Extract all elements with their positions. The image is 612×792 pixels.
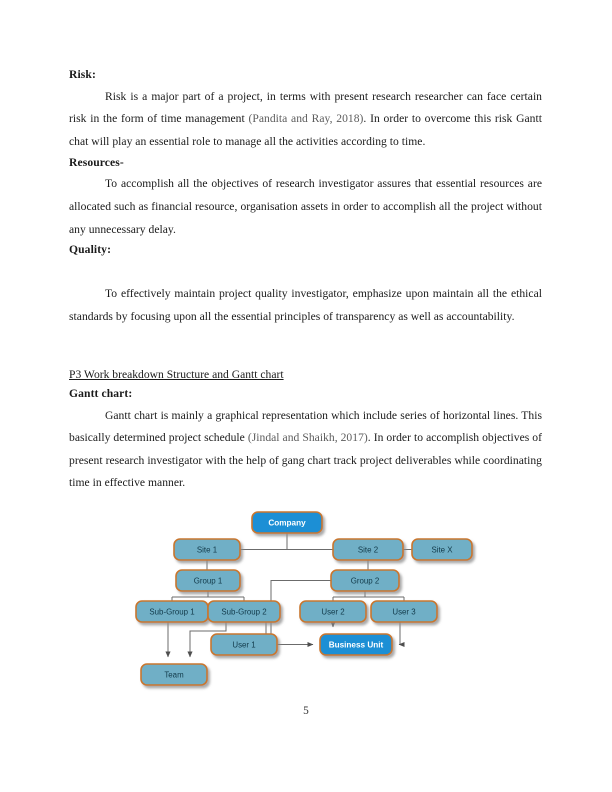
node-label: Business Unit [328,640,384,650]
node-label: Group 2 [350,576,380,586]
diagram-node-group2[interactable] [331,570,399,591]
connector [399,622,400,645]
paragraph-quality: To effectively maintain project quality investigator, emphasize upon maintain all the ethical standards by focusing upon all the essential principles of transparency as well as accountability. [69,286,542,323]
heading-gantt-chart: Gantt chart: [69,386,133,400]
node-label: Sub-Group 1 [149,607,195,617]
heading-resources: Resources- [69,155,124,169]
node-label: User 1 [232,640,256,650]
diagram-node-company[interactable] [252,512,322,533]
spacer-before-p3-2 [69,350,542,365]
node-label: Site X [431,545,453,555]
node-label: Site 2 [357,545,379,555]
diagram-node-sitex[interactable] [412,539,472,560]
heading-quality: Quality: [69,243,112,257]
paragraph-gantt-text-1: Gantt chart is mainly a graphical representation which include series of horizontal lines. This basically determined project schedule [69,408,542,445]
node-label: Site 1 [196,545,218,555]
heading-risk: Risk: [69,68,96,81]
section-title-wrapper [69,365,542,385]
heading-p3-work-breakdown: P3 Work breakdown Structure and Gantt chart [69,368,284,382]
diagram-node-site1[interactable] [174,539,240,560]
org-chart-svg [130,502,490,698]
diagram-node-user1[interactable] [211,634,277,655]
spacer-after-quality-heading [69,261,542,283]
diagram-node-subgroup1[interactable] [136,601,208,622]
diagram-node-user2[interactable] [300,601,366,622]
page-number: 5 [303,705,309,717]
paragraph-risk-text-2: . In order to overcome this risk Gantt chat will play an essential role to manage all the activities according to time. [69,112,542,148]
paragraph-resources: To accomplish all the objectives of research investigator assures that essential resources are allocated such as financial resource, organisation assets in order to accomplish all the project without any unnecessary delay. [69,177,542,236]
diagram-node-team[interactable] [141,664,207,685]
node-label: Group 1 [193,576,223,586]
node-label: Sub-Group 2 [221,607,267,617]
document-body [69,66,542,495]
citation-jindal-shaikh: (Jindal and Shaikh, 2017) [247,431,368,445]
node-label: User 3 [392,607,416,617]
node-label: User 2 [321,607,345,617]
diagram-node-businessunit[interactable] [320,634,392,655]
paragraph-gantt [69,405,542,495]
node-label: Team [164,670,184,680]
diagram-node-user3[interactable] [371,601,437,622]
paragraph-gantt-text-2: . In order to accomplish objectives of present research investigator with the help of gang chart track project deliverables while coordinating time in effective manner. [69,431,542,490]
citation-pandita-ray: (Pandita and Ray, 2018) [248,112,364,126]
spacer-before-p3 [69,328,542,350]
diagram-nodes [136,512,472,685]
node-label: Company [268,518,306,528]
paragraph-risk-text-1: Risk is a major part of a project, in terms with present research researcher can face certain risk in the form of time management [69,89,542,126]
diagram-node-subgroup2[interactable] [208,601,280,622]
diagram-node-site2[interactable] [333,539,403,560]
organisation-structure-diagram [130,502,490,698]
paragraph-risk [69,86,542,154]
diagram-node-group1[interactable] [176,570,240,591]
